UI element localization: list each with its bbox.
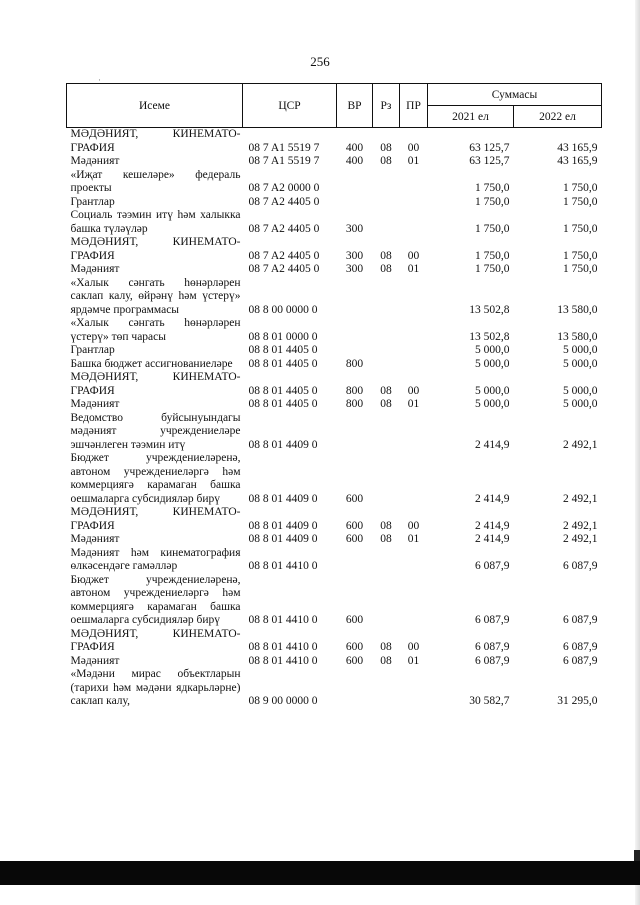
cell-sum-2021: 63 125,7 bbox=[469, 141, 510, 154]
table-row bbox=[67, 155, 602, 169]
table-row bbox=[67, 412, 602, 453]
cell-vr: 300 bbox=[345, 249, 364, 262]
cell-pr bbox=[400, 547, 428, 574]
table-row bbox=[67, 668, 602, 709]
cell-pr bbox=[400, 412, 428, 453]
cell-sum-2022: 2 492,1 bbox=[563, 519, 598, 532]
cell-vr: 800 bbox=[345, 398, 364, 410]
scan-edge-shade bbox=[635, 0, 640, 905]
cell-pr bbox=[400, 574, 428, 628]
cell-csr: 08 7 A2 4405 0 bbox=[248, 263, 320, 275]
cell-sum-2021: 5 000,0 bbox=[475, 344, 510, 356]
cell-sum-2022: 13 580,0 bbox=[557, 330, 598, 343]
cell-name: «Халык сәнгать һөнәрләрен саклап калу, өйрәнү һәм үстерү» ярдәмче программасы bbox=[70, 276, 241, 316]
budget-table-container bbox=[66, 83, 602, 709]
cell-name: Социаль тәэмин итү һәм халыкка башка түләүләр bbox=[70, 209, 241, 235]
cell-csr: 08 7 A1 5519 7 bbox=[248, 141, 320, 154]
cell-name: Ведомство буйсынуындагы мәдәният учреждениеләре эшчәнлеген тәэмин итү bbox=[70, 411, 241, 451]
cell-rz bbox=[373, 574, 400, 628]
cell-csr: 08 7 A2 4405 0 bbox=[248, 222, 320, 235]
header-vr: ВР bbox=[337, 84, 373, 128]
cell-sum-2022: 6 087,9 bbox=[563, 560, 598, 572]
cell-sum-2021: 2 414,9 bbox=[475, 438, 510, 451]
cell-sum-2022: 5 000,0 bbox=[563, 398, 598, 410]
cell-pr bbox=[400, 452, 428, 506]
cell-rz bbox=[373, 209, 400, 236]
cell-pr bbox=[400, 196, 428, 210]
scan-bottom-bar bbox=[0, 861, 640, 885]
cell-pr: 00 bbox=[407, 641, 420, 653]
cell-csr: 08 8 01 4410 0 bbox=[248, 614, 318, 626]
cell-vr: 300 bbox=[345, 263, 364, 275]
cell-sum-2022: 6 087,9 bbox=[563, 614, 598, 626]
table-row bbox=[67, 196, 602, 210]
cell-rz: 08 bbox=[380, 519, 392, 532]
cell-sum-2021: 5 000,0 bbox=[475, 398, 510, 410]
cell-csr: 08 9 00 0000 0 bbox=[248, 695, 318, 707]
cell-rz bbox=[373, 169, 400, 196]
cell-sum-2021: 6 087,9 bbox=[475, 654, 510, 667]
cell-csr: 08 7 A2 4405 0 bbox=[248, 195, 320, 208]
cell-sum-2022: 1 750,0 bbox=[563, 263, 598, 275]
cell-name: Грантлар bbox=[70, 195, 115, 208]
cell-sum-2022: 43 165,9 bbox=[557, 155, 598, 167]
cell-sum-2022: 1 750,0 bbox=[563, 249, 598, 262]
cell-rz bbox=[373, 344, 400, 358]
cell-sum-2022: 13 580,0 bbox=[557, 303, 598, 316]
cell-sum-2021: 6 087,9 bbox=[475, 641, 510, 653]
cell-sum-2022: 1 750,0 bbox=[563, 222, 598, 235]
cell-pr: 00 bbox=[407, 249, 420, 262]
cell-vr bbox=[337, 547, 373, 574]
cell-rz bbox=[373, 277, 400, 318]
cell-rz bbox=[373, 358, 400, 372]
cell-name: Мәдәният һәм кинематография өлкәсендәге гамәлләр bbox=[70, 546, 241, 572]
cell-sum-2022: 43 165,9 bbox=[557, 141, 598, 154]
cell-vr bbox=[337, 344, 373, 358]
cell-sum-2022: 6 087,9 bbox=[563, 641, 598, 653]
cell-csr: 08 8 01 4405 0 bbox=[248, 357, 318, 370]
budget-table bbox=[66, 83, 602, 709]
cell-sum-2021: 13 502,8 bbox=[469, 303, 510, 316]
cell-vr: 300 bbox=[345, 222, 364, 235]
cell-pr bbox=[400, 344, 428, 358]
table-row bbox=[67, 358, 602, 372]
cell-pr bbox=[400, 209, 428, 236]
header-year-2021: 2021 ел bbox=[428, 106, 514, 128]
cell-csr: 08 8 01 4410 0 bbox=[248, 560, 318, 572]
cell-csr: 08 8 01 4409 0 bbox=[248, 533, 318, 545]
cell-name: Башка бюджет ассигнованиеләре bbox=[70, 357, 233, 370]
cell-csr: 08 7 A2 0000 0 bbox=[248, 182, 320, 194]
table-row bbox=[67, 452, 602, 506]
cell-csr: 08 8 01 4409 0 bbox=[248, 519, 318, 532]
table-row bbox=[67, 128, 602, 156]
cell-sum-2022: 31 295,0 bbox=[557, 695, 598, 707]
cell-pr bbox=[400, 317, 428, 344]
cell-name: МӘДӘНИЯТ, КИНЕМАТО-ГРАФИЯ bbox=[70, 371, 241, 397]
cell-rz bbox=[373, 412, 400, 453]
cell-csr: 08 8 01 4410 0 bbox=[248, 641, 318, 653]
cell-name: МӘДӘНИЯТ, КИНЕМАТО-ГРАФИЯ bbox=[70, 236, 241, 262]
cell-rz bbox=[373, 317, 400, 344]
cell-name: Мәдәният bbox=[70, 654, 120, 667]
header-pr: ПР bbox=[400, 84, 428, 128]
cell-rz bbox=[373, 452, 400, 506]
cell-sum-2022: 2 492,1 bbox=[563, 492, 598, 505]
cell-pr: 01 bbox=[407, 398, 420, 410]
cell-rz: 08 bbox=[380, 155, 392, 167]
cell-csr: 08 8 01 4405 0 bbox=[248, 398, 318, 410]
header-sums: Суммасы bbox=[428, 84, 602, 106]
cell-name: Мәдәният bbox=[70, 263, 120, 275]
table-row bbox=[67, 533, 602, 547]
cell-vr: 600 bbox=[345, 519, 364, 532]
cell-sum-2022: 2 492,1 bbox=[563, 533, 598, 545]
cell-vr bbox=[337, 668, 373, 709]
cell-sum-2021: 5 000,0 bbox=[475, 357, 510, 370]
cell-name: МӘДӘНИЯТ, КИНЕМАТО-ГРАФИЯ bbox=[70, 506, 241, 532]
cell-rz: 08 bbox=[380, 533, 392, 545]
table-body bbox=[67, 128, 602, 709]
table-row bbox=[67, 263, 602, 277]
cell-name: МӘДӘНИЯТ, КИНЕМАТО-ГРАФИЯ bbox=[70, 128, 241, 154]
table-row bbox=[67, 209, 602, 236]
table-row bbox=[67, 655, 602, 669]
cell-pr bbox=[400, 277, 428, 318]
table-row bbox=[67, 506, 602, 533]
cell-csr: 08 8 01 4409 0 bbox=[248, 438, 318, 451]
table-row bbox=[67, 371, 602, 398]
cell-pr: 01 bbox=[407, 155, 420, 167]
table-header bbox=[67, 84, 602, 128]
cell-rz: 08 bbox=[380, 384, 392, 397]
cell-pr bbox=[400, 358, 428, 372]
cell-pr: 01 bbox=[407, 654, 420, 667]
cell-sum-2022: 1 750,0 bbox=[563, 182, 598, 194]
cell-vr: 600 bbox=[345, 492, 364, 505]
cell-rz: 08 bbox=[380, 249, 392, 262]
cell-sum-2021: 2 414,9 bbox=[475, 533, 510, 545]
cell-sum-2022: 6 087,9 bbox=[563, 654, 598, 667]
cell-vr: 600 bbox=[345, 641, 364, 653]
cell-name: Мәдәният bbox=[70, 398, 120, 410]
cell-sum-2022: 5 000,0 bbox=[563, 357, 598, 370]
header-rz: Рз bbox=[373, 84, 400, 128]
cell-csr: 08 7 A2 4405 0 bbox=[248, 249, 320, 262]
cell-pr: 01 bbox=[407, 533, 420, 545]
cell-vr bbox=[337, 196, 373, 210]
cell-vr: 800 bbox=[345, 357, 364, 370]
cell-csr: 08 8 01 4405 0 bbox=[248, 344, 318, 356]
header-name: Исеме bbox=[67, 84, 243, 128]
cell-name: Мәдәният bbox=[70, 533, 120, 545]
cell-sum-2021: 2 414,9 bbox=[475, 519, 510, 532]
scan-artifact: · bbox=[98, 75, 101, 85]
cell-sum-2021: 5 000,0 bbox=[475, 384, 510, 397]
cell-name: «Иҗат кешеләре» федераль проекты bbox=[70, 168, 241, 194]
cell-pr bbox=[400, 169, 428, 196]
cell-rz bbox=[373, 547, 400, 574]
cell-sum-2022: 2 492,1 bbox=[563, 438, 598, 451]
cell-sum-2021: 63 125,7 bbox=[469, 155, 510, 167]
cell-csr: 08 7 A1 5519 7 bbox=[248, 155, 320, 167]
cell-vr: 400 bbox=[345, 141, 364, 154]
cell-vr bbox=[337, 169, 373, 196]
table-row bbox=[67, 169, 602, 196]
cell-csr: 08 8 01 4405 0 bbox=[248, 384, 318, 397]
cell-name: Бюджет учреждениеләренә, автоном учреждениеләргә һәм коммерциягә карамаган башка оешмаларга субсидияләр бирү bbox=[70, 452, 241, 505]
cell-pr bbox=[400, 668, 428, 709]
cell-name: МӘДӘНИЯТ, КИНЕМАТО-ГРАФИЯ bbox=[70, 627, 241, 653]
cell-vr: 600 bbox=[345, 654, 364, 667]
cell-name: Грантлар bbox=[70, 344, 115, 356]
cell-csr: 08 8 01 0000 0 bbox=[248, 330, 318, 343]
header-year-2022: 2022 ел bbox=[514, 106, 602, 128]
cell-pr: 00 bbox=[407, 519, 420, 532]
cell-sum-2021: 1 750,0 bbox=[475, 195, 510, 208]
cell-rz: 08 bbox=[380, 263, 392, 275]
table-row bbox=[67, 344, 602, 358]
cell-vr bbox=[337, 277, 373, 318]
cell-vr: 800 bbox=[345, 384, 364, 397]
cell-name: Мәдәният bbox=[70, 155, 120, 167]
cell-sum-2022: 1 750,0 bbox=[563, 195, 598, 208]
cell-name: «Халык сәнгать һөнәрләрен үстерү» төп чарасы bbox=[70, 317, 241, 343]
table-row bbox=[67, 398, 602, 412]
header-csr: ЦСР bbox=[243, 84, 337, 128]
cell-pr: 00 bbox=[407, 384, 420, 397]
cell-sum-2021: 1 750,0 bbox=[475, 249, 510, 262]
cell-vr: 600 bbox=[345, 533, 364, 545]
cell-sum-2021: 1 750,0 bbox=[475, 263, 510, 275]
cell-rz: 08 bbox=[380, 654, 392, 667]
cell-sum-2021: 2 414,9 bbox=[475, 492, 510, 505]
cell-sum-2021: 6 087,9 bbox=[475, 560, 510, 572]
table-row bbox=[67, 574, 602, 628]
cell-rz: 08 bbox=[380, 398, 392, 410]
cell-pr: 00 bbox=[407, 141, 420, 154]
table-row bbox=[67, 547, 602, 574]
cell-name: Бюджет учреждениеләренә, автоном учреждениеләргә һәм коммерциягә карамаган башка оешмаларга субсидияләр бирү bbox=[70, 573, 241, 626]
table-row bbox=[67, 628, 602, 655]
cell-sum-2021: 13 502,8 bbox=[469, 330, 510, 343]
cell-vr: 600 bbox=[345, 614, 364, 626]
table-row bbox=[67, 236, 602, 263]
cell-vr bbox=[337, 412, 373, 453]
table-row bbox=[67, 277, 602, 318]
cell-sum-2021: 1 750,0 bbox=[475, 222, 510, 235]
cell-rz bbox=[373, 196, 400, 210]
cell-csr: 08 8 01 4410 0 bbox=[248, 654, 318, 667]
cell-sum-2022: 5 000,0 bbox=[563, 384, 598, 397]
table-row bbox=[67, 317, 602, 344]
cell-csr: 08 8 01 4409 0 bbox=[248, 492, 318, 505]
cell-name: «Мәдәни мирас объектларын (тарихи һәм мәдәни ядкарьләрне) саклап калу, bbox=[70, 668, 241, 707]
cell-csr: 08 8 00 0000 0 bbox=[248, 303, 318, 316]
cell-sum-2022: 5 000,0 bbox=[563, 344, 598, 356]
page-number: 256 bbox=[310, 54, 330, 69]
cell-pr: 01 bbox=[407, 263, 420, 275]
cell-sum-2021: 6 087,9 bbox=[475, 614, 510, 626]
cell-rz: 08 bbox=[380, 141, 392, 154]
cell-sum-2021: 1 750,0 bbox=[475, 182, 510, 194]
cell-vr bbox=[337, 317, 373, 344]
cell-rz: 08 bbox=[380, 641, 392, 653]
cell-sum-2021: 30 582,7 bbox=[469, 695, 510, 707]
cell-rz bbox=[373, 668, 400, 709]
cell-vr: 400 bbox=[345, 155, 364, 167]
